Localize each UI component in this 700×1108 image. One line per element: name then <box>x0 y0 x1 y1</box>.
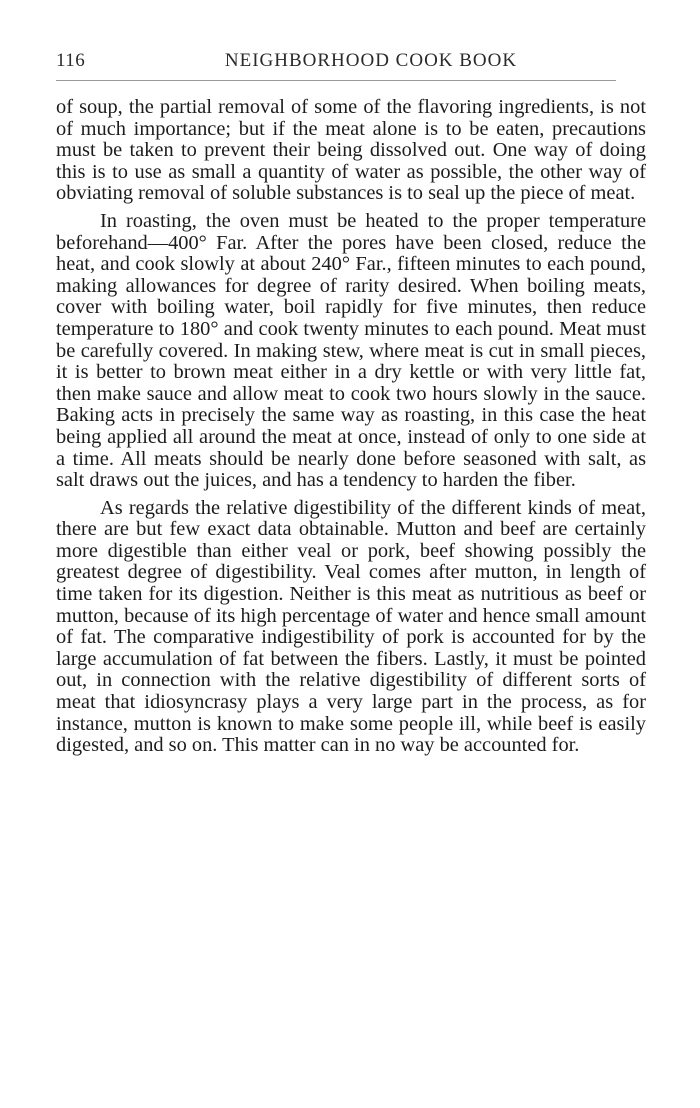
paragraph-roasting: In roasting, the oven must be heated to the proper temperature beforehand—400° Far. After the pores have been closed, reduce the heat, and cook slowly at about 240° Far., fifteen minutes to each pound, making allowances for degree of rarity desired. When boiling meats, cover with boiling water, boil rapidly for five minutes, then reduce temperature to 180° and cook twenty minutes to each pound. Meat must be carefully covered. In making stew, where meat is cut in small pieces, it is better to brown meat either in a dry kettle or with very little fat, then make sauce and allow meat to cook two hours slowly in the sauce. Baking acts in precisely the same way as roasting, in this case the heat being applied all around the meat at once, instead of only to one side at a time. All meats should be nearly done before seasoned with salt, as salt draws out the juices, and has a tendency to harden the fiber. <box>56 209 646 492</box>
book-title: NEIGHBORHOOD COOK BOOK <box>224 50 518 71</box>
paragraph-continued-soup: of soup, the partial removal of some of the flavoring ingredients, is not of much importance; but if the meat alone is to be eaten, precautions must be taken to prevent their being dissolved out. One way of doing this is to use as small a quantity of water as possible, the other way of obviating removal of soluble substances is to seal up the piece of meat. <box>56 96 646 205</box>
book-page <box>56 50 646 757</box>
paragraph-digestibility: As regards the relative digestibility of the different kinds of meat, there are but few exact data obtainable. Mutton and beef are certainly more digestible than either veal or pork, beef showing possibly the greatest degree of digestibility. Veal comes after mutton, in length of time taken for its digestion. Neither is this meat as nutritious as beef or mutton, because of its high percentage of water and hence small amount of fat. The comparative indigestibility of pork is accounted for by the large accumulation of fat between the fibers. Lastly, it must be pointed out, in connection with the relative digestibility of different sorts of meat that idiosyncrasy plays a very large part in the process, as for instance, mutton is known to make some people ill, while beef is easily digested, and so on. This matter can in no way be accounted for. <box>56 496 646 757</box>
header-rule <box>56 80 616 81</box>
body-text <box>56 97 646 757</box>
page-number: 116 <box>56 50 86 71</box>
running-head <box>56 50 646 78</box>
